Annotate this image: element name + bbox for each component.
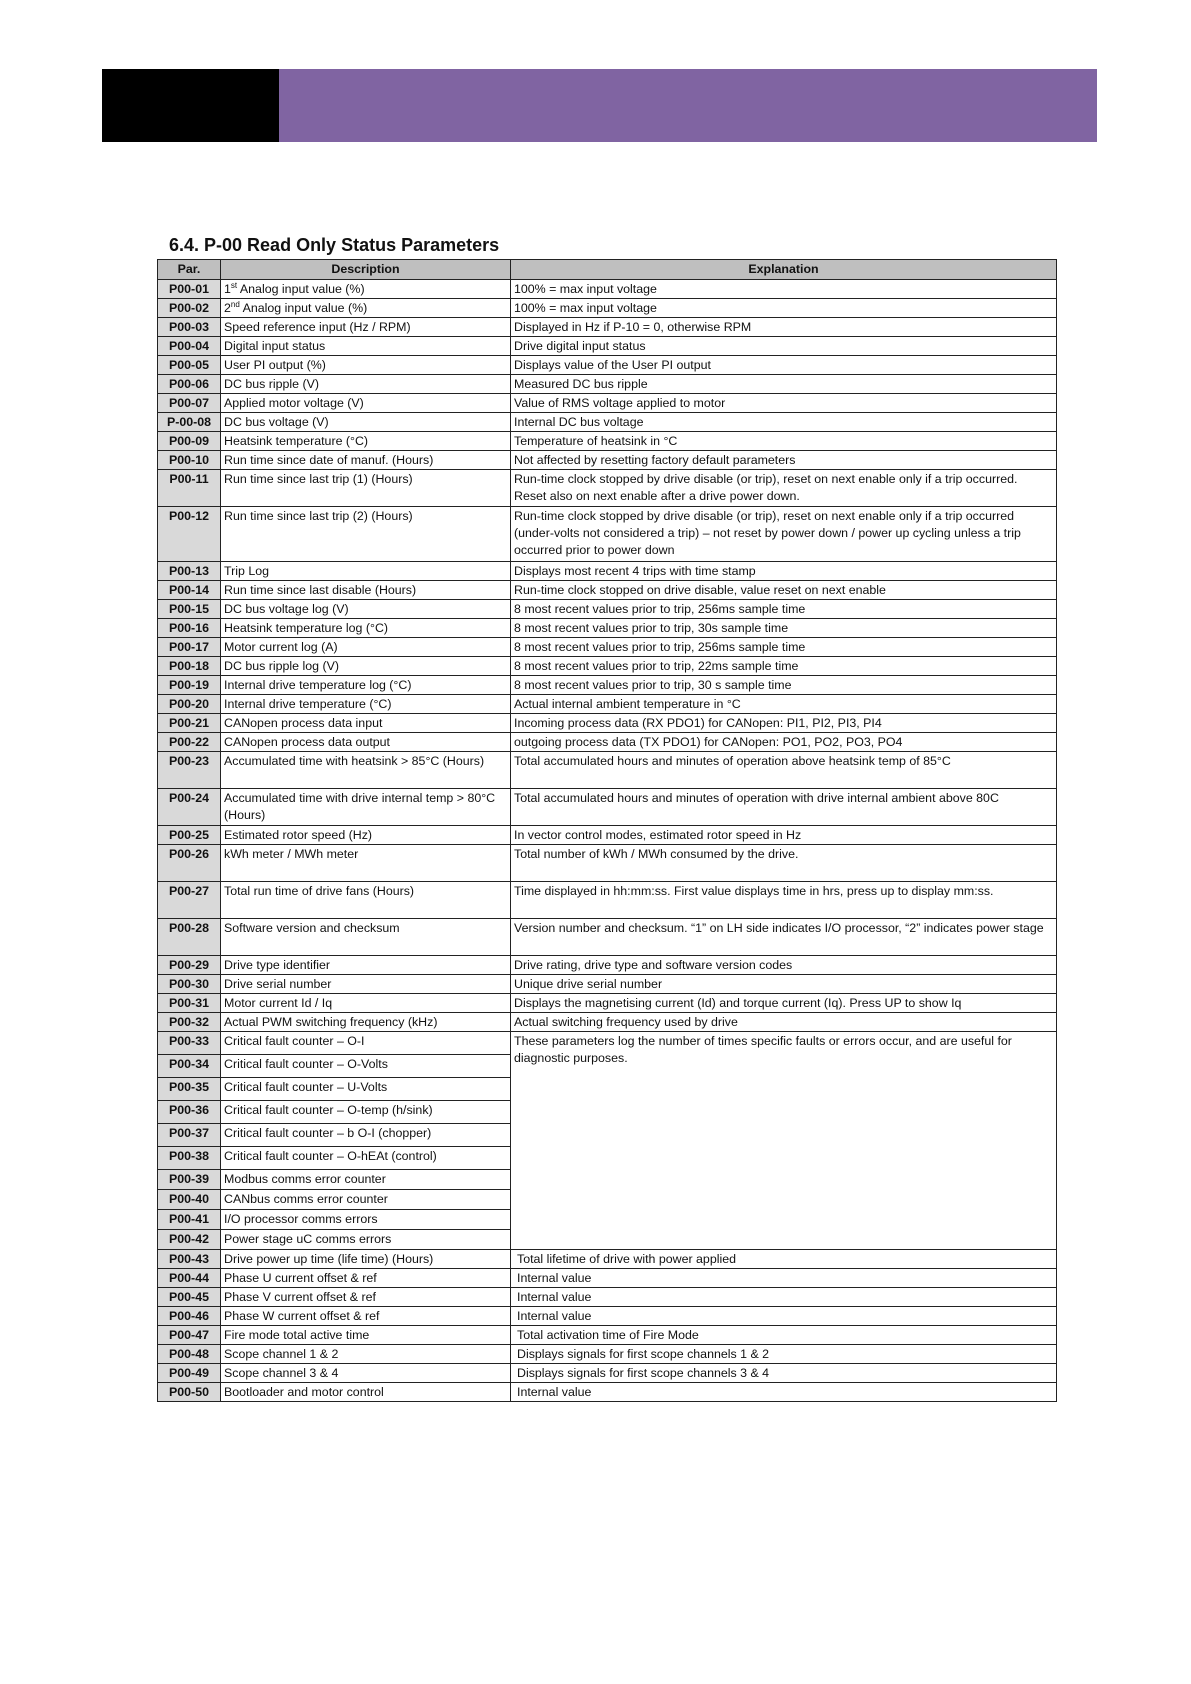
table-row: [158, 638, 1057, 657]
header-par: Par.: [158, 260, 221, 280]
param-explanation: Internal value: [511, 1307, 1057, 1326]
param-code: P00-06: [158, 375, 221, 394]
param-explanation: Displays most recent 4 trips with time stamp: [511, 562, 1057, 581]
param-code: P00-09: [158, 432, 221, 451]
param-description: Bootloader and motor control: [221, 1383, 511, 1402]
table-row: [158, 394, 1057, 413]
param-code: P00-11: [158, 470, 221, 507]
param-description: Drive power up time (life time) (Hours): [221, 1250, 511, 1269]
param-code: P00-36: [158, 1101, 221, 1124]
param-description: CANopen process data output: [221, 733, 511, 752]
param-explanation: 8 most recent values prior to trip, 256ms sample time: [511, 638, 1057, 657]
param-explanation: 8 most recent values prior to trip, 30 s sample time: [511, 676, 1057, 695]
table-row: [158, 451, 1057, 470]
param-description: Critical fault counter – O-Volts: [221, 1055, 511, 1078]
table-row: [158, 1345, 1057, 1364]
param-description: Accumulated time with drive internal temp > 80°C (Hours): [221, 789, 511, 826]
table-row: [158, 337, 1057, 356]
merged-fault-explanation: These parameters log the number of times specific faults or errors occur, and are useful for diagnostic purposes.: [511, 1032, 1057, 1250]
param-explanation: Total accumulated hours and minutes of operation with drive internal ambient above 80C: [511, 789, 1057, 826]
param-description: Scope channel 1 & 2: [221, 1345, 511, 1364]
param-description: Accumulated time with heatsink > 85°C (Hours): [221, 752, 511, 789]
param-description: Heatsink temperature log (°C): [221, 619, 511, 638]
param-description: Power stage uC comms errors: [221, 1230, 511, 1250]
param-code: P00-32: [158, 1013, 221, 1032]
header-description: Description: [221, 260, 511, 280]
table-row: [158, 1013, 1057, 1032]
ordinal-number: 1: [224, 282, 231, 296]
param-description: Critical fault counter – U-Volts: [221, 1078, 511, 1101]
param-description: Motor current Id / Iq: [221, 994, 511, 1013]
param-code: P00-05: [158, 356, 221, 375]
header-banner-purple: [279, 69, 1097, 142]
param-code: P00-12: [158, 507, 221, 562]
param-explanation: Total number of kWh / MWh consumed by the drive.: [511, 845, 1057, 882]
param-description: [221, 299, 511, 318]
param-description: User PI output (%): [221, 356, 511, 375]
param-code: P00-46: [158, 1307, 221, 1326]
table-row: [158, 1032, 1057, 1055]
param-description: Phase W current offset & ref: [221, 1307, 511, 1326]
param-description: Digital input status: [221, 337, 511, 356]
param-code: P00-07: [158, 394, 221, 413]
param-description: kWh meter / MWh meter: [221, 845, 511, 882]
ordinal-suffix: nd: [230, 299, 240, 309]
param-description: Phase U current offset & ref: [221, 1269, 511, 1288]
param-description: DC bus ripple (V): [221, 375, 511, 394]
table-row: [158, 562, 1057, 581]
param-code: P00-41: [158, 1210, 221, 1230]
param-code: P00-35: [158, 1078, 221, 1101]
param-code: P00-18: [158, 657, 221, 676]
param-explanation: Total lifetime of drive with power applied: [511, 1250, 1057, 1269]
param-code: P00-23: [158, 752, 221, 789]
param-explanation: Internal value: [511, 1269, 1057, 1288]
param-code: P00-43: [158, 1250, 221, 1269]
param-explanation: Displays signals for first scope channels 1 & 2: [511, 1345, 1057, 1364]
param-explanation: Run-time clock stopped by drive disable (or trip), reset on next enable only if a trip occurred. Reset also on next enable after a drive power down.: [511, 470, 1057, 507]
param-code: P00-01: [158, 280, 221, 299]
param-code: P00-30: [158, 975, 221, 994]
param-description: Run time since last trip (1) (Hours): [221, 470, 511, 507]
param-explanation: Incoming process data (RX PDO1) for CANopen: PI1, PI2, PI3, PI4: [511, 714, 1057, 733]
param-code: P00-29: [158, 956, 221, 975]
param-description: Estimated rotor speed (Hz): [221, 826, 511, 845]
param-description: Critical fault counter – O-temp (h/sink): [221, 1101, 511, 1124]
param-code: P00-31: [158, 994, 221, 1013]
param-explanation: Value of RMS voltage applied to motor: [511, 394, 1057, 413]
parameters-table: [157, 259, 1057, 1402]
table-row: [158, 752, 1057, 789]
param-description: Critical fault counter – O-I: [221, 1032, 511, 1055]
param-explanation: Drive rating, drive type and software version codes: [511, 956, 1057, 975]
table-row: [158, 1364, 1057, 1383]
param-description: Total run time of drive fans (Hours): [221, 882, 511, 919]
param-description: Critical fault counter – b O-I (chopper): [221, 1124, 511, 1147]
param-code: P00-49: [158, 1364, 221, 1383]
param-explanation: Drive digital input status: [511, 337, 1057, 356]
table-row: [158, 432, 1057, 451]
param-explanation: In vector control modes, estimated rotor speed in Hz: [511, 826, 1057, 845]
table-row: [158, 1326, 1057, 1345]
table-row: [158, 676, 1057, 695]
param-description: Speed reference input (Hz / RPM): [221, 318, 511, 337]
param-explanation: Total accumulated hours and minutes of operation above heatsink temp of 85°C: [511, 752, 1057, 789]
param-description: Run time since date of manuf. (Hours): [221, 451, 511, 470]
param-description: Critical fault counter – O-hEAt (control): [221, 1147, 511, 1170]
param-code: P00-44: [158, 1269, 221, 1288]
param-code: P00-21: [158, 714, 221, 733]
ordinal-suffix: st: [230, 280, 238, 290]
param-code: P00-13: [158, 562, 221, 581]
param-code: P00-26: [158, 845, 221, 882]
param-code: P-00-08: [158, 413, 221, 432]
table-row: [158, 919, 1057, 956]
param-code: P00-42: [158, 1230, 221, 1250]
table-row: [158, 1250, 1057, 1269]
param-explanation: Displays value of the User PI output: [511, 356, 1057, 375]
param-explanation: Version number and checksum. “1” on LH side indicates I/O processor, “2” indicates power stage: [511, 919, 1057, 956]
param-description: Run time since last trip (2) (Hours): [221, 507, 511, 562]
param-description: Fire mode total active time: [221, 1326, 511, 1345]
description-text: Analog input value (%): [239, 301, 368, 315]
table-row: [158, 826, 1057, 845]
table-row: [158, 956, 1057, 975]
param-code: P00-34: [158, 1055, 221, 1078]
param-explanation: Time displayed in hh:mm:ss. First value displays time in hrs, press up to display mm:ss.: [511, 882, 1057, 919]
param-explanation: 8 most recent values prior to trip, 22ms sample time: [511, 657, 1057, 676]
param-description: Scope channel 3 & 4: [221, 1364, 511, 1383]
table-body: [158, 280, 1057, 1402]
param-description: Heatsink temperature (°C): [221, 432, 511, 451]
table-row: [158, 413, 1057, 432]
table-row: [158, 1383, 1057, 1402]
description-text: Analog input value (%): [237, 282, 365, 296]
param-code: P00-48: [158, 1345, 221, 1364]
param-code: P00-50: [158, 1383, 221, 1402]
param-code: P00-02: [158, 299, 221, 318]
param-description: Drive serial number: [221, 975, 511, 994]
param-code: P00-27: [158, 882, 221, 919]
param-description: [221, 280, 511, 299]
param-code: P00-19: [158, 676, 221, 695]
table-row: [158, 299, 1057, 318]
param-description: Software version and checksum: [221, 919, 511, 956]
param-code: P00-45: [158, 1288, 221, 1307]
param-explanation: Displayed in Hz if P-10 = 0, otherwise RPM: [511, 318, 1057, 337]
param-description: Motor current log (A): [221, 638, 511, 657]
param-code: P00-25: [158, 826, 221, 845]
table-row: [158, 619, 1057, 638]
param-description: Internal drive temperature (°C): [221, 695, 511, 714]
param-explanation: Run-time clock stopped by drive disable (or trip), reset on next enable only if a trip occurred (under-volts not considered a trip) – not reset by power down / power up cycling unless a trip occurred prior to power down: [511, 507, 1057, 562]
param-explanation: Unique drive serial number: [511, 975, 1057, 994]
param-explanation: Internal value: [511, 1383, 1057, 1402]
table-row: [158, 375, 1057, 394]
param-explanation: Total activation time of Fire Mode: [511, 1326, 1057, 1345]
table-row: [158, 733, 1057, 752]
param-code: P00-15: [158, 600, 221, 619]
table-row: [158, 789, 1057, 826]
param-explanation: Actual switching frequency used by drive: [511, 1013, 1057, 1032]
param-code: P00-28: [158, 919, 221, 956]
param-explanation: Displays signals for first scope channels 3 & 4: [511, 1364, 1057, 1383]
table-row: [158, 882, 1057, 919]
table-row: [158, 470, 1057, 507]
param-description: Phase V current offset & ref: [221, 1288, 511, 1307]
param-code: P00-47: [158, 1326, 221, 1345]
table-row: [158, 280, 1057, 299]
table-header-row: [158, 260, 1057, 280]
param-explanation: 100% = max input voltage: [511, 299, 1057, 318]
table-row: [158, 600, 1057, 619]
param-code: P00-37: [158, 1124, 221, 1147]
table-row: [158, 356, 1057, 375]
param-description: DC bus voltage log (V): [221, 600, 511, 619]
table-row: [158, 1269, 1057, 1288]
param-code: P00-16: [158, 619, 221, 638]
param-description: Actual PWM switching frequency (kHz): [221, 1013, 511, 1032]
param-explanation: Run-time clock stopped on drive disable, value reset on next enable: [511, 581, 1057, 600]
param-explanation: outgoing process data (TX PDO1) for CANopen: PO1, PO2, PO3, PO4: [511, 733, 1057, 752]
param-explanation: 8 most recent values prior to trip, 30s sample time: [511, 619, 1057, 638]
param-code: P00-24: [158, 789, 221, 826]
ordinal-number: 2: [224, 301, 231, 315]
header-banner-black: [102, 69, 279, 142]
table-row: [158, 845, 1057, 882]
param-code: P00-22: [158, 733, 221, 752]
param-code: P00-04: [158, 337, 221, 356]
param-explanation: Temperature of heatsink in °C: [511, 432, 1057, 451]
param-explanation: 100% = max input voltage: [511, 280, 1057, 299]
param-explanation: Not affected by resetting factory default parameters: [511, 451, 1057, 470]
param-code: P00-33: [158, 1032, 221, 1055]
param-explanation: Actual internal ambient temperature in °C: [511, 695, 1057, 714]
param-code: P00-17: [158, 638, 221, 657]
param-description: Trip Log: [221, 562, 511, 581]
header-explanation: Explanation: [511, 260, 1057, 280]
param-code: P00-39: [158, 1170, 221, 1190]
param-code: P00-14: [158, 581, 221, 600]
param-description: DC bus voltage (V): [221, 413, 511, 432]
param-code: P00-03: [158, 318, 221, 337]
table-row: [158, 1307, 1057, 1326]
table-row: [158, 657, 1057, 676]
table-row: [158, 318, 1057, 337]
table-row: [158, 695, 1057, 714]
table-row: [158, 975, 1057, 994]
param-code: P00-40: [158, 1190, 221, 1210]
param-code: P00-20: [158, 695, 221, 714]
table-row: [158, 581, 1057, 600]
param-description: CANbus comms error counter: [221, 1190, 511, 1210]
param-explanation: 8 most recent values prior to trip, 256ms sample time: [511, 600, 1057, 619]
table-row: [158, 1288, 1057, 1307]
param-description: DC bus ripple log (V): [221, 657, 511, 676]
param-explanation: Internal DC bus voltage: [511, 413, 1057, 432]
param-description: Modbus comms error counter: [221, 1170, 511, 1190]
param-description: Drive type identifier: [221, 956, 511, 975]
param-code: P00-10: [158, 451, 221, 470]
param-description: I/O processor comms errors: [221, 1210, 511, 1230]
param-description: Applied motor voltage (V): [221, 394, 511, 413]
table-row: [158, 994, 1057, 1013]
table-row: [158, 507, 1057, 562]
param-code: P00-38: [158, 1147, 221, 1170]
param-explanation: Internal value: [511, 1288, 1057, 1307]
section-title: 6.4. P-00 Read Only Status Parameters: [169, 235, 500, 255]
table-row: [158, 714, 1057, 733]
param-explanation: Measured DC bus ripple: [511, 375, 1057, 394]
param-description: Run time since last disable (Hours): [221, 581, 511, 600]
param-description: CANopen process data input: [221, 714, 511, 733]
param-description: Internal drive temperature log (°C): [221, 676, 511, 695]
param-explanation: Displays the magnetising current (Id) and torque current (Iq). Press UP to show Iq: [511, 994, 1057, 1013]
